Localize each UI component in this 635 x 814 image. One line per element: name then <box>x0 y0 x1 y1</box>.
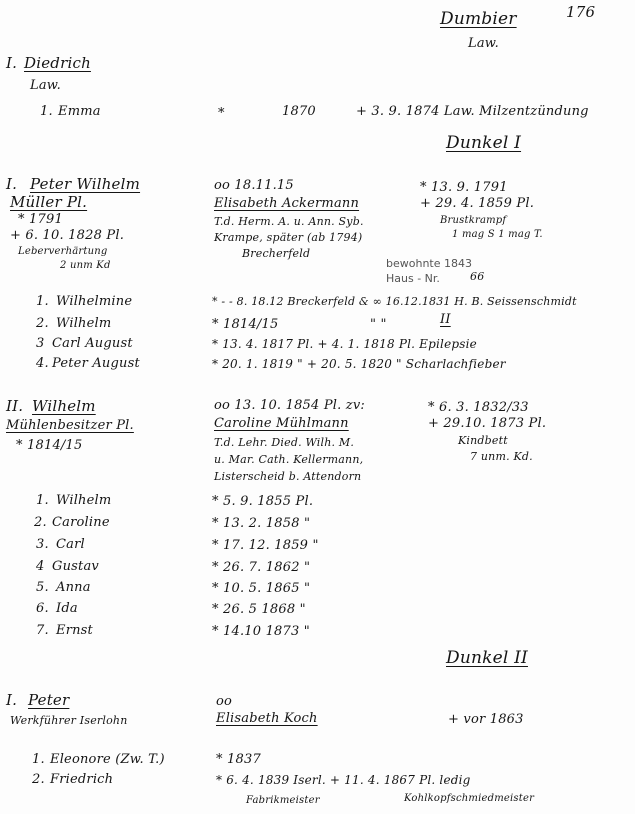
spouse-parents: T.d. Lehr. Died. Wilh. M. <box>214 436 355 449</box>
child-name: Wilhelm <box>56 493 112 508</box>
person-occupation: Werkführer Iserlohn <box>10 714 128 727</box>
child-info: * 5. 9. 1855 Pl. <box>212 494 314 509</box>
child-info: * 1814/15 <box>212 317 279 332</box>
spouse-name: Elisabeth Ackermann <box>214 196 360 211</box>
gen-label: I. <box>6 691 18 709</box>
child-name: Ernst <box>56 623 93 638</box>
child-info: * 26. 5 1868 " <box>212 602 306 617</box>
person-place: Law. <box>30 78 61 93</box>
spouse-place: Listerscheid b. Attendorn <box>214 470 362 483</box>
birth-star: * <box>218 106 225 121</box>
child-info: * 20. 1. 1819 " + 20. 5. 1820 " Scharlachfieber <box>212 357 506 371</box>
page-number: 176 <box>566 3 596 21</box>
child-number: 1. <box>36 294 49 309</box>
person-occupation: Müller Pl. <box>10 193 88 211</box>
child-name: Gustav <box>52 559 99 574</box>
child-number: 2. <box>36 316 49 331</box>
child-number: 4 <box>36 559 45 574</box>
child-number: 1. <box>36 493 49 508</box>
child-number: 3 <box>36 336 45 351</box>
person-occupation: Mühlenbesitzer Pl. <box>6 418 134 433</box>
occupation-note: Kohlkopfschmiedmeister <box>404 793 535 804</box>
spouse-parents: T.d. Herm. A. u. Ann. Syb. <box>214 215 364 228</box>
marriage-date: oo 18.11.15 <box>214 178 294 193</box>
child-info: * - - 8. 18.12 Breckerfeld & ∞ 16.12.1831 H. B. Seissenschmidt <box>212 295 577 308</box>
spouse-birth: * 6. 3. 1832/33 <box>428 400 529 415</box>
cross-reference: II <box>440 312 451 327</box>
person-name: Peter Wilhelm <box>30 175 141 193</box>
child-number: 2. <box>32 772 45 787</box>
child-name: Peter August <box>52 356 140 371</box>
surname-heading: Dumbier <box>440 9 517 29</box>
child-info: * 13. 4. 1817 Pl. + 4. 1. 1818 Pl. Epilepsie <box>212 337 477 351</box>
spouse-death: + 29.10. 1873 Pl. <box>428 416 547 431</box>
spouse-death: + 29. 4. 1859 Pl. <box>420 196 535 211</box>
spouse-name: Caroline Mühlmann <box>214 416 349 431</box>
gen-label: I. <box>6 54 18 72</box>
child-number: 4. <box>36 356 49 371</box>
spouse-place: Brecherfeld <box>242 247 311 260</box>
person-name: Wilhelm <box>32 397 96 415</box>
header-place: Law. <box>468 36 499 51</box>
section-title-dunkel-i: Dunkel I <box>446 133 522 153</box>
child-name: Eleonore (Zw. T.) <box>50 752 165 767</box>
residence-stamp: bewohnte 1843 <box>386 257 472 270</box>
marriage-symbol: oo <box>216 694 233 709</box>
spouse-death-cause: Brustkrampf <box>440 215 507 226</box>
spouse-parents-cont: Krampe, später (ab 1794) <box>214 231 363 244</box>
child-name: Caroline <box>52 515 110 530</box>
person-name: Peter <box>28 691 70 709</box>
children-note: 2 unm Kd <box>60 260 111 271</box>
child-number: 1. <box>40 104 53 119</box>
occupation-note: Fabrikmeister <box>246 795 320 806</box>
child-number: 3. <box>36 537 49 552</box>
child-number: 1. <box>32 752 45 767</box>
child-name: Wilhelmine <box>56 294 133 309</box>
child-info: * 1837 <box>216 752 261 767</box>
death-entry: + 3. 9. 1874 Law. Milzentzündung <box>356 104 589 119</box>
child-info: * 6. 4. 1839 Iserl. + 11. 4. 1867 Pl. ledig <box>216 773 471 787</box>
spouse-name: Elisabeth Koch <box>216 711 318 726</box>
house-number: 66 <box>470 270 485 283</box>
spouse-birth: * 13. 9. 1791 <box>420 180 508 195</box>
child-info: * 10. 5. 1865 " <box>212 581 311 596</box>
birth-entry: * 1791 <box>18 212 63 227</box>
spouse-parents-cont: u. Mar. Cath. Kellermann, <box>214 453 364 466</box>
child-info: * 13. 2. 1858 " <box>212 516 311 531</box>
birth-year: 1870 <box>282 104 316 119</box>
spouse-death: + vor 1863 <box>448 712 524 727</box>
ditto-marks: " " <box>370 317 387 332</box>
gen-label: II. <box>6 397 24 415</box>
child-info: * 14.10 1873 " <box>212 624 310 639</box>
child-number: 6. <box>36 601 49 616</box>
child-name: Friedrich <box>50 772 114 787</box>
child-name: Anna <box>56 580 91 595</box>
marriage-date: oo 13. 10. 1854 Pl. zv: <box>214 398 365 413</box>
house-number-stamp: Haus - Nr. <box>386 272 440 285</box>
child-name: Emma <box>58 104 101 119</box>
child-info: * 26. 7. 1862 " <box>212 560 311 575</box>
death-entry: + 6. 10. 1828 Pl. <box>10 228 125 243</box>
birth-entry: * 1814/15 <box>16 438 83 453</box>
person-name: Diedrich <box>24 54 91 72</box>
gen-label: I. <box>6 175 18 193</box>
death-cause: Leberverhärtung <box>18 246 108 257</box>
child-name: Carl August <box>52 336 133 351</box>
child-name: Carl <box>56 537 85 552</box>
spouse-death-cause: Kindbett <box>458 434 508 447</box>
section-title-dunkel-ii: Dunkel II <box>446 648 528 668</box>
child-number: 5. <box>36 580 49 595</box>
child-name: Wilhelm <box>56 316 112 331</box>
spouse-children-note: 1 mag S 1 mag T. <box>452 229 543 240</box>
spouse-children-note: 7 unm. Kd. <box>470 450 533 463</box>
child-number: 2. <box>34 515 47 530</box>
child-info: * 17. 12. 1859 " <box>212 538 319 553</box>
child-name: Ida <box>56 601 78 616</box>
child-number: 7. <box>36 623 49 638</box>
